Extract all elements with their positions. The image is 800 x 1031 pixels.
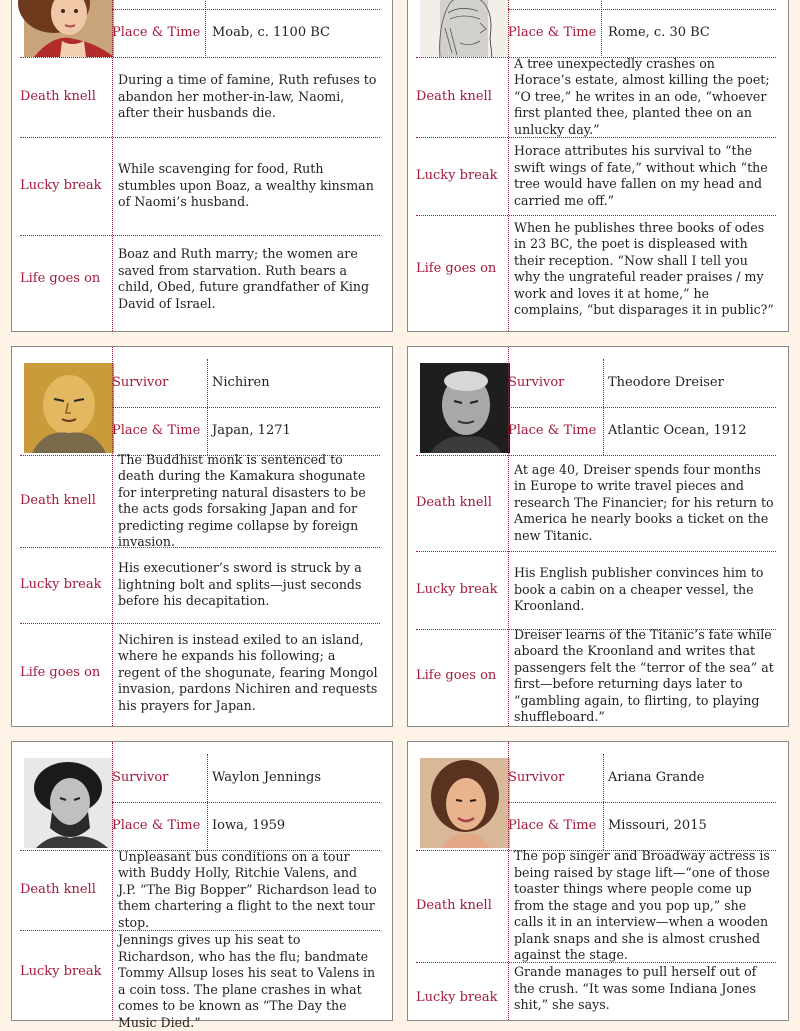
ruth-life-goes-on: Boaz and Ruth marry; the women are saved from starvation. Ruth bears a child, Obed, future grandfather of King David of Israel. (118, 246, 370, 311)
label-life-goes-on: Life goes on (20, 665, 101, 680)
portrait-dreiser-image (420, 363, 510, 453)
label-lucky-break: Lucky break (416, 990, 498, 1005)
card-dreiser (407, 346, 789, 727)
card-ruth (11, 0, 393, 332)
ruth-place-time: Moab, c. 1100 BC (212, 25, 330, 40)
grande-place-time: Missouri, 2015 (608, 818, 707, 833)
horace-death-knell: A tree unexpectedly crashes on Horace’s estate, almost killing the poet; “O tree,” he writes in an ode, “whoever first planted thee, planted thee on an unlucky day.” (514, 55, 770, 137)
label-place-time: Place & Time (112, 818, 201, 833)
horace-place-time: Rome, c. 30 BC (608, 25, 710, 40)
grande-death-knell: The pop singer and Broadway actress is being raised by stage lift—“one of those toaster things where people come up from the stage and you pop up,” she calls it in an interview—when a wooden plank snaps and she is almost crushed against the stage. (514, 848, 770, 963)
ruth-lucky-break: While scavenging for food, Ruth stumbles upon Boaz, a wealthy kinsman of Naomi’s husband. (118, 161, 374, 210)
dreiser-lucky-break: His English publisher convinces him to book a cabin on a cheaper vessel, the Kroonland. (514, 565, 764, 614)
label-place-time: Place & Time (508, 818, 597, 833)
label-place-time: Place & Time (508, 423, 597, 438)
portrait-ruth (24, 0, 114, 57)
grande-survivor: Ariana Grande (608, 770, 705, 785)
portrait-horace-image (420, 0, 510, 57)
label-life-goes-on: Life goes on (416, 668, 497, 683)
dreiser-death-knell: At age 40, Dreiser spends four months in Europe to write travel pieces and research The Financier; for his return to America he nearly books a ticket on the new Titanic. (514, 461, 774, 543)
jennings-survivor: Waylon Jennings (212, 770, 321, 785)
label-place-time: Place & Time (112, 25, 201, 40)
label-lucky-break: Lucky break (20, 577, 102, 592)
label-survivor: Survivor (112, 770, 169, 785)
portrait-nichiren-image (24, 363, 114, 453)
label-lucky-break: Lucky break (20, 964, 102, 979)
portrait-jennings (24, 758, 114, 848)
label-life-goes-on: Life goes on (416, 261, 497, 276)
card-nichiren (11, 346, 393, 727)
horace-life-goes-on: When he publishes three books of odes in 23 BC, the poet is displeased with their reception. “Now shall I tell you why the ungrateful reader praises / my work and loves it at home,” he complains, “but disparages it in public?” (514, 219, 774, 317)
card-grande (407, 741, 789, 1021)
portrait-ruth-image (24, 0, 114, 57)
card-horace (407, 0, 789, 332)
label-death-knell: Death knell (416, 495, 492, 510)
dreiser-life-goes-on: Dreiser learns of the Titanic’s fate while aboard the Kroonland and writes that passengers felt the “terror of the sea” at first—before returning days later to “gambling again, to flirting, to playing shuffleboard.” (514, 626, 774, 724)
label-lucky-break: Lucky break (416, 168, 498, 183)
label-place-time: Place & Time (508, 25, 597, 40)
label-death-knell: Death knell (20, 493, 96, 508)
label-survivor: Survivor (112, 375, 169, 390)
portrait-jennings-image (24, 758, 114, 848)
horace-lucky-break: Horace attributes his survival to “the swift wings of fate,” without which “the tree would have fallen on my head and carried me off.” (514, 143, 768, 208)
portrait-horace (420, 0, 510, 57)
nichiren-place-time: Japan, 1271 (212, 423, 291, 438)
label-death-knell: Death knell (416, 89, 492, 104)
label-death-knell: Death knell (20, 882, 96, 897)
portrait-dreiser (420, 363, 510, 453)
label-survivor: Survivor (508, 770, 565, 785)
dreiser-place-time: Atlantic Ocean, 1912 (608, 423, 747, 438)
label-lucky-break: Lucky break (416, 582, 498, 597)
nichiren-survivor: Nichiren (212, 375, 270, 390)
dreiser-survivor: Theodore Dreiser (608, 375, 724, 390)
nichiren-life-goes-on: Nichiren is instead exiled to an island, where he expands his following; a regent of the shogunate, fearing Mongol invasion, pardons Nichiren and requests his prayers for Japan. (118, 631, 378, 713)
ruth-death-knell: During a time of famine, Ruth refuses to abandon her mother-in-law, Naomi, after their husbands die. (118, 72, 377, 121)
jennings-death-knell: Unpleasant bus conditions on a tour with Buddy Holly, Ritchie Valens, and J.P. “The Big Bopper” Richardson lead to them chartering a flight to the next tour stop. (118, 848, 377, 930)
portrait-nichiren (24, 363, 114, 453)
label-life-goes-on: Life goes on (20, 271, 101, 286)
nichiren-death-knell: The Buddhist monk is sentenced to death during the Kamakura shogunate for interpreting natural disasters to be the acts gods forsaking Japan and for predicting regime collapse by foreign invasion. (118, 451, 366, 549)
label-place-time: Place & Time (112, 423, 201, 438)
jennings-place-time: Iowa, 1959 (212, 818, 286, 833)
card-jennings (11, 741, 393, 1030)
label-death-knell: Death knell (20, 89, 96, 104)
portrait-grande (420, 758, 510, 848)
label-survivor: Survivor (508, 375, 565, 390)
grande-lucky-break: Grande manages to pull herself out of the crush. “It was some Indiana Jones shit,” she says. (514, 964, 757, 1012)
label-death-knell: Death knell (416, 898, 492, 913)
jennings-lucky-break: Jennings gives up his seat to Richardson, who has the flu; bandmate Tommy Allsup loses his seat to Valens in a coin toss. The plane crashes in what comes to be known as “The Day the Music Died.” (118, 932, 376, 1030)
portrait-grande-image (420, 758, 510, 848)
nichiren-lucky-break: His executioner’s sword is struck by a lightning bolt and splits—just seconds before his decapitation. (118, 560, 362, 609)
label-lucky-break: Lucky break (20, 178, 102, 193)
